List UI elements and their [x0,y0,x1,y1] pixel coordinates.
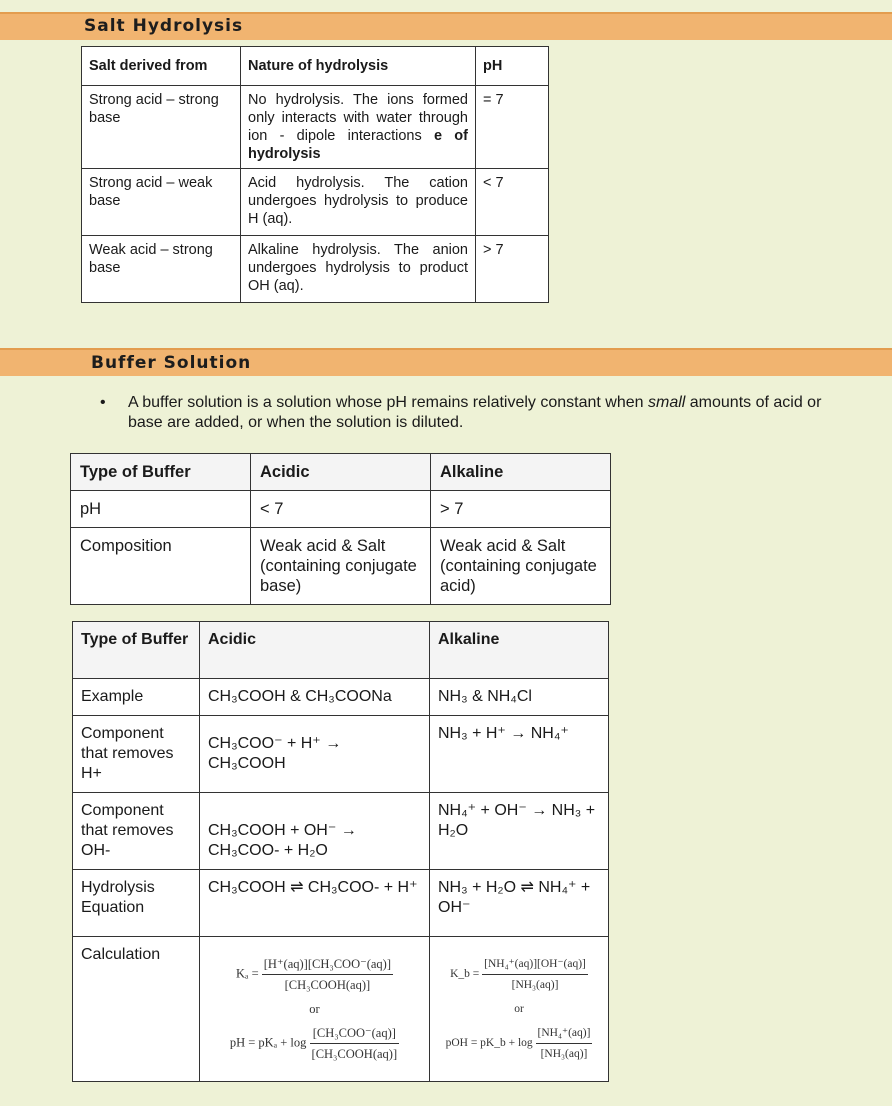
bullet-point [100,393,840,433]
poh-lhs: pOH = pK_b + log [445,1037,533,1050]
or-text: or [514,1003,524,1015]
ka-fraction [262,954,393,995]
table-cell: Weak acid & Salt (containing conjugate base) [251,528,431,605]
example-alkaline: NH₃ & NH₄Cl [430,679,609,716]
table-row [82,236,549,303]
table-row [73,937,609,1082]
row-label: pH [71,491,251,528]
nature-cell [241,86,476,169]
table-row [73,870,609,937]
table-row [71,528,611,605]
column-header [73,622,200,679]
salt-cell: Weak acid – strong base [82,236,241,303]
poh-denominator: [NH₃(aq)] [540,1048,588,1060]
nature-cell: Acid hydrolysis. The cation undergoes hydrolysis to produce H (aq). [241,169,476,236]
table-row [82,86,549,169]
table-cell: > 7 [431,491,611,528]
column-header: Alkaline [430,622,609,679]
ph-numerator: [CH₃COO⁻(aq)] [310,1023,400,1044]
bullet-text-b: amounts of acid or base are added, or when the solution is diluted. [128,394,822,431]
h-removal-acidic: CH₃COO⁻ + H⁺ → CH₃COOH [200,716,430,793]
nature-cell: Alkaline hydrolysis. The anion undergoes hydrolysis to product OH (aq). [241,236,476,303]
column-header: Alkaline [431,454,611,491]
table-cell: Weak acid & Salt (containing conjugate acid) [431,528,611,605]
table-header-row [73,622,609,679]
ph-fraction [310,1023,400,1064]
ph-cell: > 7 [476,236,549,303]
calc-acidic [200,937,430,1082]
equation-acidic: CH₃COOH ⇌ CH₃COO- + H⁺ [200,870,430,937]
row-label: Component that removes H+ [73,716,200,793]
ka-numerator: [H⁺(aq)][CH₃COO⁻(aq)] [262,954,393,975]
poh-formula [438,1023,600,1064]
kb-lhs: K_b = [450,968,480,981]
oh-removal-alkaline: NH₄⁺ + OH⁻ → NH₃ + H₂O [430,793,609,870]
hydrolysis-table [81,46,549,303]
row-label: Example [73,679,200,716]
header-text: Type of Buffer [81,631,189,648]
table-cell: < 7 [251,491,431,528]
salt-cell: Strong acid – weak base [82,169,241,236]
oh-removal-acidic: CH₃COOH + OH⁻ → CH₃COO- + H₂O [200,793,430,870]
row-label: Component that removes OH- [73,793,200,870]
kb-formula [438,954,600,995]
table-row [73,679,609,716]
ka-lhs: Kₐ = [236,966,259,981]
ph-lhs: pH = pKₐ + log [229,1035,307,1050]
column-header: Salt derived from [82,47,241,86]
kb-numerator: [NH₄⁺(aq)][OH⁻(aq)] [482,954,588,975]
row-label: Calculation [73,937,200,1082]
bullet-text-a: A buffer solution is a solution whose pH remains relatively constant when [128,394,648,411]
table-row [71,491,611,528]
section-title-buffer-solution: Buffer Solution [91,353,252,373]
table-row [73,716,609,793]
row-label: Composition [71,528,251,605]
bullet-text [128,393,840,433]
table-header-row [71,454,611,491]
calc-alkaline [430,937,609,1082]
column-header: Type of Buffer [71,454,251,491]
kb-denominator: [NH₃(aq)] [511,979,559,991]
poh-fraction [536,1023,593,1064]
ka-formula [208,954,421,995]
column-header: Nature of hydrolysis [241,47,476,86]
or-text: or [309,1002,320,1016]
ph-cell: = 7 [476,86,549,169]
salt-cell: Strong acid – strong base [82,86,241,169]
ka-denominator: [CH₃COOH(aq)] [284,978,371,992]
table-row [82,169,549,236]
buffer-type-table [70,453,611,605]
kb-fraction [482,954,588,995]
ph-cell: < 7 [476,169,549,236]
poh-numerator: [NH₄⁺(aq)] [536,1023,593,1044]
bullet-icon: • [100,394,106,411]
nature-text-bold: e of hydrolysis [248,128,468,162]
row-label: Hydrolysis Equation [73,870,200,937]
equation-alkaline: NH₃ + H₂O ⇌ NH₄⁺ + OH⁻ [430,870,609,937]
ph-formula [208,1023,421,1064]
example-acidic: CH₃COOH & CH₃COONa [200,679,430,716]
column-header: pH [476,47,549,86]
ph-denominator: [CH₃COOH(aq)] [311,1047,398,1061]
section-title-salt-hydrolysis: Salt Hydrolysis [84,16,244,36]
h-removal-alkaline: NH₃ + H⁺ → NH₄⁺ [430,716,609,793]
buffer-detail-table [72,621,609,1082]
bullet-text-emphasis: small [647,394,686,411]
column-header: Acidic [200,622,430,679]
nature-text: No hydrolysis. The ions formed only interacts with water through ion - dipole interactions [248,92,468,144]
table-header-row [82,47,549,86]
table-row [73,793,609,870]
column-header: Acidic [251,454,431,491]
